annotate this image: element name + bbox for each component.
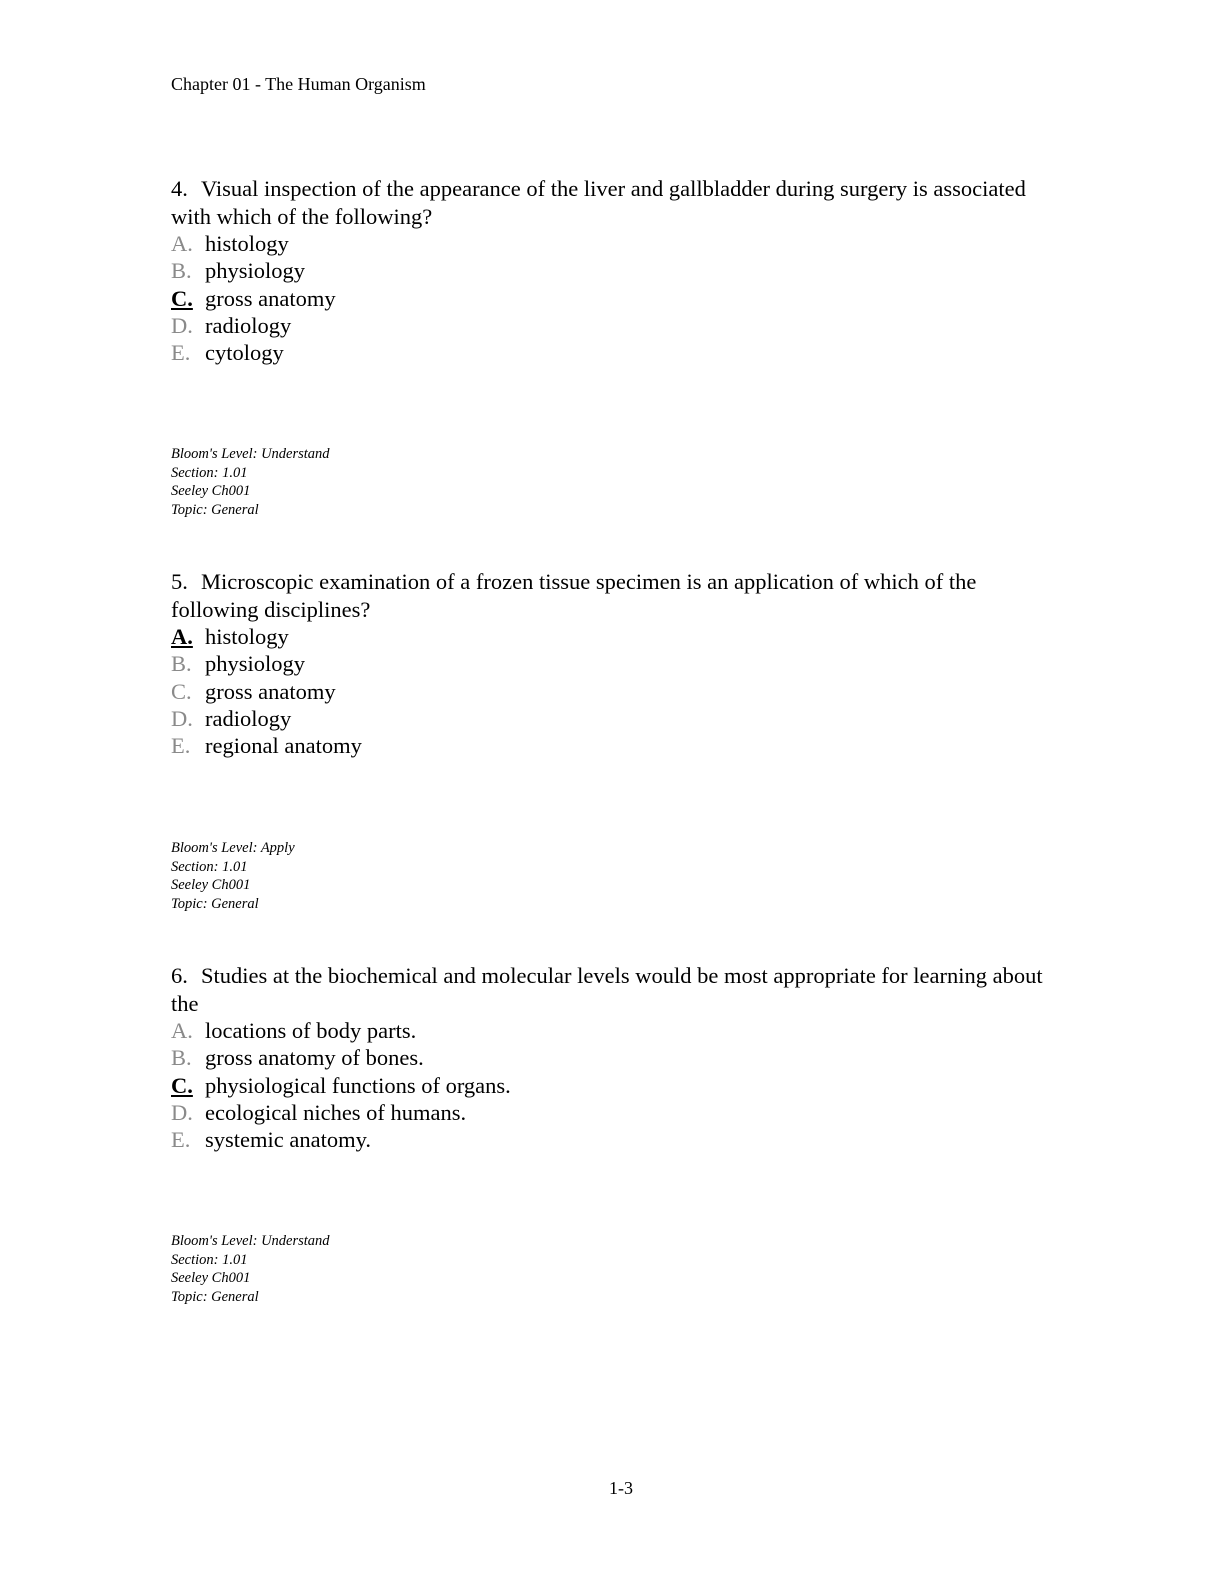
option-letter: B. xyxy=(171,1045,192,1071)
correct-option-letter: C. xyxy=(171,1072,193,1098)
question-metadata xyxy=(171,1232,330,1306)
option-letter: D. xyxy=(171,312,193,338)
topic-label: Topic: General xyxy=(171,501,259,518)
question-5 xyxy=(171,568,1051,759)
section-label: Section: 1.01 xyxy=(171,858,248,875)
question-metadata xyxy=(171,839,295,913)
option-e xyxy=(171,339,1051,366)
option-text: histology xyxy=(205,624,289,649)
option-letter: E. xyxy=(171,340,191,366)
option-a-correct-answer xyxy=(171,623,1051,650)
option-text: physiology xyxy=(205,651,306,677)
option-d xyxy=(171,1099,1051,1126)
option-a xyxy=(171,230,1051,257)
question-metadata xyxy=(171,445,330,519)
option-c xyxy=(171,678,1051,705)
option-letter: E. xyxy=(171,733,191,759)
page-number: 1-3 xyxy=(609,1478,633,1498)
option-b xyxy=(171,650,1051,677)
option-c-correct-answer xyxy=(171,1072,1051,1099)
section-label: Section: 1.01 xyxy=(171,1251,248,1268)
option-letter: A. xyxy=(171,231,193,256)
question-stem xyxy=(171,962,1051,1017)
question-4 xyxy=(171,175,1051,366)
option-text: gross anatomy xyxy=(205,678,336,704)
option-text: ecological niches of humans. xyxy=(205,1099,467,1125)
question-text: Studies at the biochemical and molecular levels would be most appropriate for learning about the xyxy=(171,963,1043,1016)
option-text: physiological functions of organs. xyxy=(205,1072,511,1098)
option-letter: D. xyxy=(171,705,193,731)
blooms-level: Bloom's Level: Understand xyxy=(171,1233,330,1249)
option-letter: B. xyxy=(171,651,192,677)
answer-options xyxy=(171,623,1051,759)
option-text: regional anatomy xyxy=(205,733,362,759)
option-text: systemic anatomy. xyxy=(205,1127,372,1153)
blooms-level: Bloom's Level: Apply xyxy=(171,840,295,856)
option-text: cytology xyxy=(205,340,284,366)
source-label: Seeley Ch001 xyxy=(171,877,251,893)
option-letter: A. xyxy=(171,1018,193,1043)
option-a xyxy=(171,1017,1051,1044)
option-text: gross anatomy xyxy=(205,285,336,311)
option-text: gross anatomy of bones. xyxy=(205,1045,424,1071)
option-d xyxy=(171,705,1051,732)
option-letter: D. xyxy=(171,1099,193,1125)
option-text: locations of body parts. xyxy=(205,1018,417,1043)
section-label: Section: 1.01 xyxy=(171,464,248,481)
option-text: radiology xyxy=(205,705,292,731)
option-text: radiology xyxy=(205,312,292,338)
option-b xyxy=(171,257,1051,284)
question-number: 5. xyxy=(171,569,188,594)
correct-option-letter: C. xyxy=(171,285,193,311)
option-text: physiology xyxy=(205,258,306,284)
blooms-level: Bloom's Level: Understand xyxy=(171,446,330,462)
answer-options xyxy=(171,230,1051,366)
option-b xyxy=(171,1044,1051,1071)
option-e xyxy=(171,1126,1051,1153)
option-letter: E. xyxy=(171,1127,191,1153)
option-text: histology xyxy=(205,231,289,256)
option-letter: C. xyxy=(171,678,192,704)
question-text: Visual inspection of the appearance of the liver and gallbladder during surgery is associated with which of the following? xyxy=(171,176,1026,229)
answer-options xyxy=(171,1017,1051,1153)
source-label: Seeley Ch001 xyxy=(171,483,251,499)
option-c-correct-answer xyxy=(171,285,1051,312)
question-stem xyxy=(171,175,1051,230)
topic-label: Topic: General xyxy=(171,1288,259,1305)
question-number: 6. xyxy=(171,963,188,988)
question-text: Microscopic examination of a frozen tissue specimen is an application of which of the following disciplines? xyxy=(171,569,977,622)
question-stem xyxy=(171,568,1051,623)
page-header: Chapter 01 - The Human Organism xyxy=(171,74,426,94)
question-6 xyxy=(171,962,1051,1153)
option-d xyxy=(171,312,1051,339)
source-label: Seeley Ch001 xyxy=(171,1270,251,1286)
question-number: 4. xyxy=(171,176,188,201)
option-letter: B. xyxy=(171,258,192,284)
option-e xyxy=(171,732,1051,759)
topic-label: Topic: General xyxy=(171,895,259,912)
correct-option-letter: A. xyxy=(171,624,193,649)
